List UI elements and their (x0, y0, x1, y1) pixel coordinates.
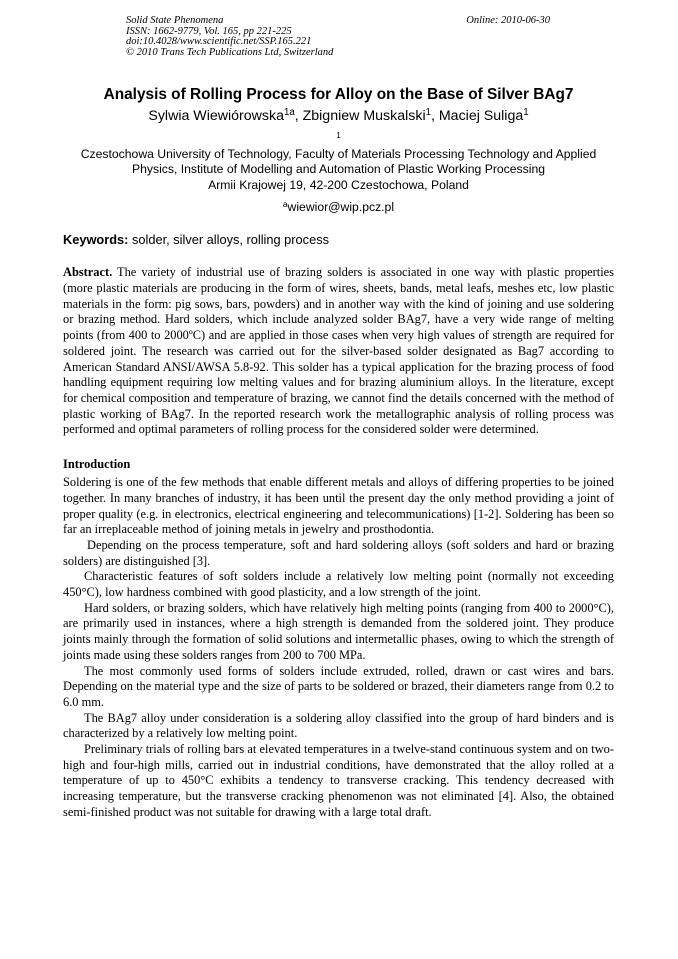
journal-name: Solid State Phenomena (126, 15, 224, 26)
journal-doi: doi:10.4028/www.scientific.net/SSP.165.221 (126, 36, 312, 48)
abstract-text: The variety of industrial use of brazing solders is associated in one way with plastic properties (more plastic materials are producing in the form of wires, sheets, bands, metal leafs, meshes etc, low plastic materials in the form: pig sows, bars, powders) and in another way with the kind of joining and use soldering or brazing method. Hard solders, which include analyzed solder BAg7, have a very wide range of melting points (from 400 to 2000ºC) and are applied in those cases when very high values of strength are required for soldered joint. The research was carried out for the silver-based solder designated as Bag7 according to American Standard ANSI/AWSA 5.8-92. This solder has a typical application for the brazing process of food handling equipment requiring low melting values and for brazing aluminium alloys. In the literature, except for chemical composition and temperature of brazing, we cannot find the details concerned with the method of plastic working of BAg7. In the reported research work the metallographic analysis of rolling process was performed and optimal parameters of rolling process for the considered solder were determined. (63, 265, 614, 437)
section-heading-introduction: Introduction (63, 457, 131, 472)
paragraph: Hard solders, or brazing solders, which have relatively high melting points (ranging from 400 to 2000°C), are primarily used in instances, where a high strength is demanded from the soldered joint. They produce joints mainly through the formation of solid solutions and intermetallic phases, owing to which the strength of joints made using these solders ranges from 200 to 700 MPa. (63, 600, 614, 662)
author-list (63, 107, 614, 125)
journal-copyright: © 2010 Trans Tech Publications Ltd, Switzerland (126, 46, 334, 58)
keywords-text: solder, silver alloys, rolling process (128, 232, 329, 248)
journal-info (126, 16, 333, 58)
online-date (466, 16, 550, 27)
affiliation-line-2: Physics, Institute of Modelling and Automation of Plastic Working Processing (132, 162, 545, 177)
author-separator: , (430, 108, 439, 124)
abstract-label: Abstract. (63, 265, 113, 280)
paragraph: The most commonly used forms of solders include extruded, rolled, drawn or cast wires and bars. Depending on the material type and the size of parts to be soldered or brazed, their diameters range from 0.2 to 6.0 mm. (63, 663, 614, 709)
affiliation-superscript: 1 (336, 129, 341, 140)
abstract (63, 265, 614, 438)
email-superscript: a (282, 199, 288, 210)
paragraph: The BAg7 alloy under consideration is a soldering alloy classified into the group of hard binders and is characterized by a relatively low melting point. (63, 710, 614, 741)
author-name: Maciej Suliga (438, 108, 524, 124)
introduction-body (63, 475, 614, 820)
author-superscript: 1a (283, 107, 295, 119)
journal-issn: ISSN: 1662-9779, Vol. 165, pp 221-225 (126, 25, 292, 37)
paragraph: Soldering is one of the few methods that enable different metals and alloys of differing properties to be joined together. In many branches of industry, it has been until the present day the only method providing a joint of proper quality (e.g. in electronics, electrical engineering and telecommunications) [1-2]. Soldering has been so far an irreplaceable method of joining metals in jewelry and prosthodontia. (63, 475, 614, 537)
author-superscript: 1 (425, 107, 431, 119)
author-name: Sylwia Wiewiórowska (148, 108, 284, 124)
affiliation-line-3: Armii Krajowej 19, 42-200 Czestochowa, Poland (208, 177, 469, 192)
email-address[interactable]: wiewior@wip.pcz.pl (287, 200, 395, 215)
online-date-text: Online: 2010-06-30 (466, 15, 550, 26)
author-superscript: 1 (523, 107, 529, 119)
affiliation-line-1 (63, 131, 614, 162)
paragraph: Characteristic features of soft solders include a relatively low melting point (normally not exceeding 450°C), low hardness combined with good plasticity, and a low strength of the joint. (63, 569, 614, 600)
paragraph: Depending on the process temperature, soft and hard soldering alloys (soft solders and hard or brazing solders) are distinguished [3]. (63, 537, 614, 568)
journal-header (63, 0, 614, 64)
paper-title: Analysis of Rolling Process for Alloy on the Base of Silver BAg7 (103, 86, 574, 103)
author-separator: , (294, 108, 303, 124)
paragraph: Preliminary trials of rolling bars at elevated temperatures in a twelve-stand continuous system and on two-high and four-high mills, carried out in industrial conditions, have demonstrated that the alloy rolled at a temperature of up to 450°C exhibits a tendency to transverse cracking. This tendency decreased with increasing temperature, but the transverse cracking phenomenon was not eliminated [4]. Also, the obtained semi-finished product was not suitable for drawing with a large total draft. (63, 742, 614, 819)
affiliation (63, 131, 614, 193)
affiliation-text: Czestochowa University of Technology, Faculty of Materials Processing Technology and Applied (80, 146, 597, 161)
keywords (63, 231, 614, 248)
keywords-label: Keywords: (63, 232, 129, 248)
author-email[interactable] (63, 199, 614, 215)
author-name: Zbigniew Muskalski (302, 108, 426, 124)
